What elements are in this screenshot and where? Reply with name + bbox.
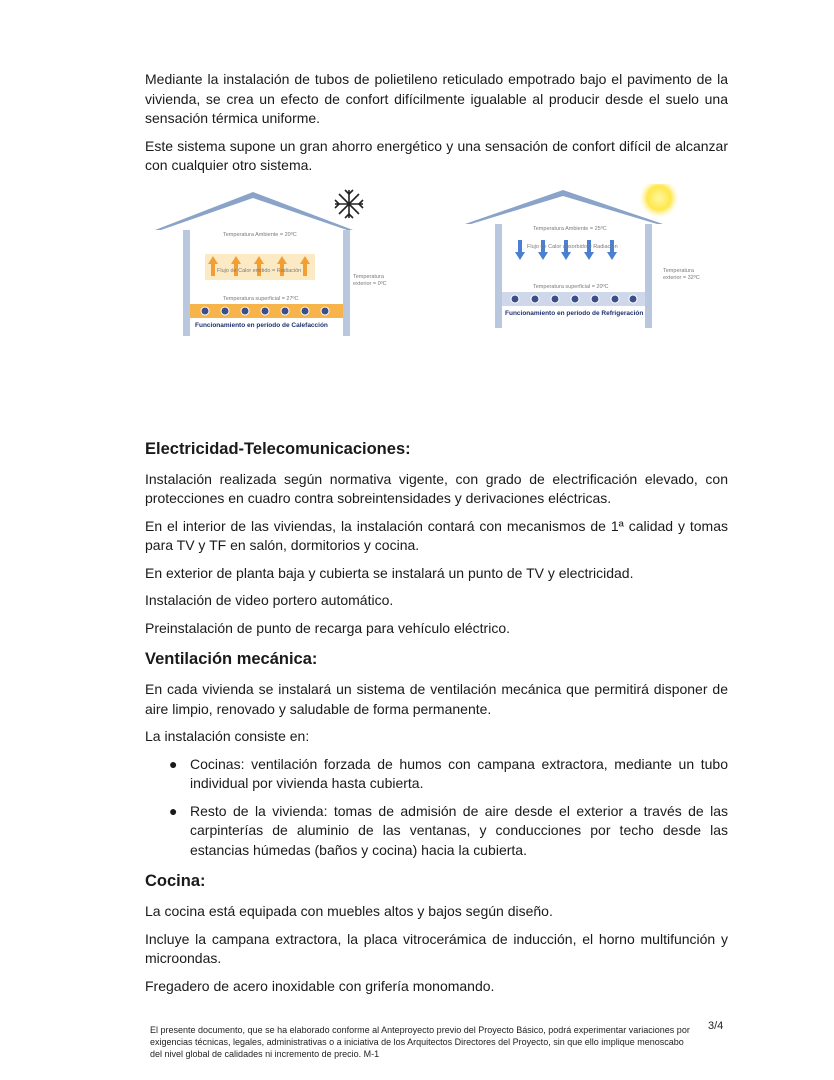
cooling-right-wall [645,224,652,328]
electricidad-heading: Electricidad-Telecomunicaciones: [145,439,411,458]
electricidad-paragraph-2: En el interior de las viviendas, la instalación contará con mecanismos de 1ª calidad y tomas para TV y TF en salón, dormitorios y cocina. [145,517,728,553]
list-item-text: Resto de la vivienda: tomas de admisión de aire desde el exterior a través de las carpinterías de aluminio de las ventanas, y conducciones por techo desde las estancias húmedas (baños y cocina) hacia la cubierta. [190,802,728,858]
heating-floor-label: Temperatura superficial = 27ºC [223,295,299,302]
page-number: 3/4 [708,1020,724,1032]
cocina-paragraph-3: Fregadero de acero inoxidable con grifería monomando. [145,977,495,994]
list-item-text: Cocinas: ventilación forzada de humos con campana extractora, mediante un tubo individual por vivienda hasta cubierta. [190,755,728,791]
intro-paragraph-2: Este sistema supone un gran ahorro energético y una sensación de confort difícil de alcanzar con cualquier otro sistema. [145,137,728,173]
ventilacion-paragraph-1: En cada vivienda se instalará un sistema de ventilación mecánica que permitirá disponer de aire limpio, renovado y saludable de forma permanente. [145,681,728,717]
heating-caption: Funcionamiento en período de Calefacción [195,321,328,329]
heating-roof [155,192,353,230]
list-item [169,802,728,861]
electricidad-paragraph-5: Preinstalación de punto de recarga para vehículo eléctrico. [145,619,510,636]
ventilacion-list [145,755,728,861]
heating-diagram [153,184,403,344]
sun-icon [639,184,679,218]
cooling-ambient-label: Temperatura Ambiente = 25ºC [533,225,607,232]
electricidad-paragraph-3: En exterior de planta baja y cubierta se instalará un punto de TV y electricidad. [145,564,634,581]
heating-exterior-label-1: Temperatura [353,273,384,280]
cooling-flow-label: Flujo de Calor absorbido = Radiación [527,243,618,250]
ventilacion-paragraph-2: La instalación consiste en: [145,728,310,744]
cooling-floor-label: Temperatura superficial = 20ºC [533,283,609,290]
cooling-diagram [463,184,713,344]
heating-ambient-label: Temperatura Ambiente = 20ºC [223,231,297,238]
heating-exterior-label-2: exterior = 0ºC [353,280,387,287]
cocina-paragraph-1: La cocina está equipada con muebles altos y bajos según diseño. [145,903,553,919]
electricidad-paragraph-4: Instalación de video portero automático. [145,592,394,608]
cocina-paragraph-2: Incluye la campana extractora, la placa vitrocerámica de inducción, el horno multifunción y microondas. [145,930,728,966]
cooling-exterior-label-1: Temperatura [663,267,694,274]
heating-right-wall [343,230,350,336]
bullet-icon: ● [169,755,178,772]
cooling-arrows [515,240,617,260]
cooling-exterior-label-2: exterior = 32ºC [663,274,700,281]
list-item [169,755,728,794]
cooling-caption: Funcionamiento en período de Refrigeración [505,309,644,317]
footer-disclaimer: El presente documento, que se ha elaborado conforme al Anteproyecto previo del Proyecto Básico, podrá experimentar variaciones por exigencias técnicas, legales, administrativas o a iniciativa de los Arquitectos Directores del Proyecto, sin que ello implique menoscabo del nivel global de calidades ni incremento de precio. M-1 [150,1025,690,1059]
cocina-heading: Cocina: [145,872,206,890]
intro-paragraph-1: Mediante la instalación de tubos de polietileno reticulado empotrado bajo el pavimento de la vivienda, se crea un efecto de confort difícilmente igualable al producir desde el suelo una sensación térmica uniforme. [145,71,728,126]
cooling-roof [465,190,663,224]
heating-flow-label: Flujo de Calor emitido = Radiación [217,267,302,274]
floor-heating-figure [145,184,728,434]
heating-left-wall [183,230,190,336]
snowflake-icon [335,190,363,218]
electricidad-paragraph-1: Instalación realizada según normativa vigente, con grado de electrificación elevado, con protecciones en cuadro contra sobreintensidades y derivaciones eléctricas. [145,470,728,506]
ventilacion-heading: Ventilación mecánica: [145,650,318,668]
bullet-icon: ● [169,802,178,819]
cooling-left-wall [495,224,502,328]
document-body [145,70,728,1004]
